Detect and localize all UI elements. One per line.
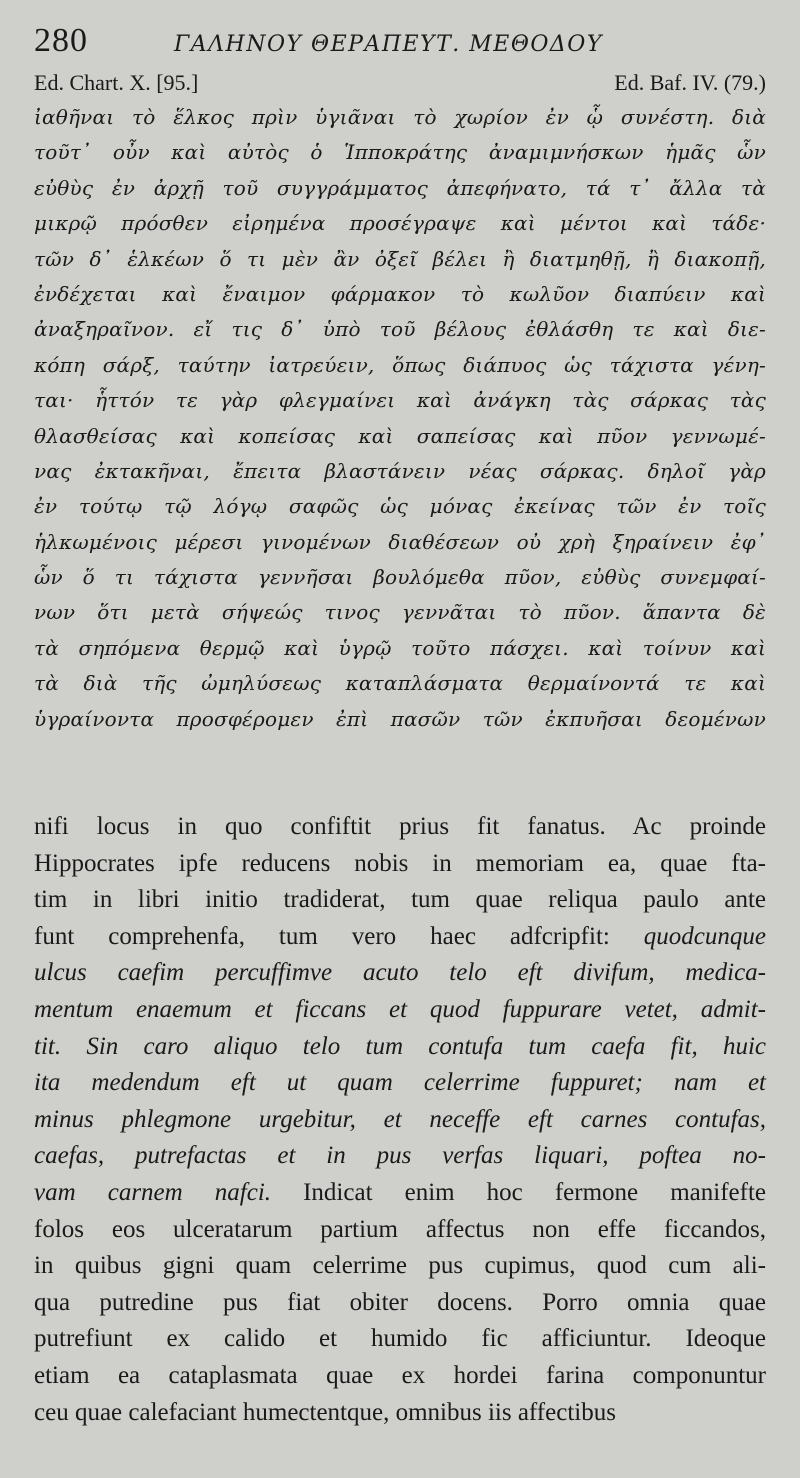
greek-line: ἰαθῆναι τὸ ἕλκος πρὶν ὑγιᾶναι τὸ χωρίον ἐν ᾧ συνέστη. διὰ — [34, 105, 766, 129]
latin-line: qua putredine pus fiat obiter docens. Porro omnia quae — [34, 1288, 766, 1316]
latin-line: caefas, putrefactas et in pus verfas liquari, poftea no- — [34, 1142, 766, 1170]
latin-line: minus phlegmone urgebitur, et neceffe eft carnes contufas, — [34, 1105, 766, 1133]
running-head — [34, 22, 766, 66]
greek-line: ἐνδέχεται καὶ ἔναιμον φάρμακον τὸ κωλῦον διαπύειν καὶ — [34, 281, 766, 306]
latin-line: nifi locus in quo confiftit prius fit fanatus. Ac proinde — [34, 813, 766, 841]
greek-line: τοῦτ᾽ οὖν καὶ αὐτὸς ὁ Ἱπποκράτης ἀναμιμνήσκων ἡμᾶς ὧν — [34, 140, 766, 165]
page-number: 280 — [34, 22, 88, 59]
latin-line: etiam ea cataplasmata quae ex hordei farina componuntur — [34, 1361, 766, 1389]
latin-line — [34, 919, 766, 956]
greek-line: μικρῷ πρόσθεν εἰρημένα προσέγραψε καὶ μέντοι καὶ τάδε· — [34, 211, 766, 236]
greek-line: τῶν δ᾽ ἑλκέων ὅ τι μὲν ἂν ὀξεῖ βέλει ἢ διατμηθῇ, ἢ διακοπῇ, — [34, 246, 766, 271]
latin-line: tit. Sin caro aliquo telo tum contufa tum caefa fit, huic — [34, 1032, 766, 1060]
greek-line: τὰ διὰ τῆς ὠμηλύσεως καταπλάσματα θερμαίνοντά τε καὶ — [34, 671, 766, 696]
latin-line: in quibus gigni quam celerrime pus cupimus, quod cum ali- — [34, 1252, 766, 1280]
latin-segment: Indicat enim hoc fermone manifefte — [271, 1178, 766, 1206]
edition-right: Ed. Baf. IV. (79.) — [614, 70, 766, 95]
greek-line: νας ἐκτακῆναι, ἔπειτα βλαστάνειν νέας σάρκας. δηλοῖ γὰρ — [34, 458, 766, 483]
latin-line: Hippocrates ipfe reducens nobis in memoriam ea, quae fta- — [34, 849, 766, 877]
latin-line — [34, 1175, 766, 1212]
greek-line: τὰ σηπόμενα θερμῷ καὶ ὑγρῷ τοῦτο πάσχει. καὶ τοίνυν καὶ — [34, 635, 766, 660]
latin-segment: vam carnem nafci. — [34, 1178, 272, 1206]
greek-line: ὧν ὅ τι τάχιστα γεννῆσαι βουλόμεθα πῦον, εὐθὺς συνεμφαί- — [34, 565, 766, 590]
greek-line: ἡλκωμένοις μέρεσι γινομένων διαθέσεων οὐ χρὴ ξηραίνειν ἐφ᾽ — [34, 529, 766, 554]
latin-line: ceu quae calefaciant humectentque, omnibus iis affectibus — [34, 1398, 616, 1426]
greek-line: εὐθὺς ἐν ἀρχῇ τοῦ συγγράμματος ἀπεφήνατο, τά τ᾽ ἄλλα τὰ — [34, 175, 766, 200]
greek-line: ἀναξηραῖνον. εἴ τις δ᾽ ὑπὸ τοῦ βέλους ἐθλάσθη τε καὶ διε- — [34, 317, 766, 342]
latin-line: ulcus caefim percuffimve acuto telo eft divifum, medica- — [34, 959, 766, 987]
latin-line: tim in libri initio tradiderat, tum quae reliqua paulo ante — [34, 886, 766, 914]
greek-line: κόπη σάρξ, ταύτην ἰατρεύειν, ὅπως διάπυος ὡς τάχιστα γένη- — [34, 352, 766, 377]
greek-line: θλασθείσας καὶ κοπείσας καὶ σαπείσας καὶ πῦον γεννωμέ- — [34, 423, 766, 448]
block-separator — [34, 737, 766, 809]
latin-line: mentum enaemum et ficcans et quod fuppurare vetet, admit- — [34, 996, 766, 1023]
latin-line: ita medendum eft ut quam celerrime fuppuret; nam et — [34, 1069, 766, 1097]
greek-line: νων ὅτι μετὰ σήψεώς τινος γεννᾶται τὸ πῦον. ἅπαντα δὲ — [34, 600, 766, 625]
latin-text-block — [34, 809, 766, 1431]
edition-left: Ed. Chart. X. [95.] — [34, 70, 199, 95]
latin-segment: funt comprehenfa, tum vero haec adfcripfit: — [34, 922, 644, 950]
edition-references — [34, 70, 766, 100]
running-title: ΓΑΛΗΝΟΥ ΘΕΡΑΠΕΥΤ. ΜΕΘΟΔΟΥ — [174, 32, 603, 57]
latin-segment: quodcunque — [643, 922, 766, 950]
latin-line: folos eos ulceratarum partium affectus non effe ficcandos, — [34, 1215, 766, 1243]
greek-line: ὑγραίνοντα προσφέρομεν ἐπὶ πασῶν τῶν ἐκπυῆσαι δεομένων — [34, 706, 766, 731]
greek-text-block — [34, 100, 766, 737]
greek-line: ται· ἧττόν τε γὰρ φλεγμαίνει καὶ ἀνάγκη τὰς σάρκας τὰς — [34, 388, 766, 413]
latin-line: putrefiunt ex calido et humido fic afficiuntur. Ideoque — [34, 1325, 766, 1353]
greek-line: ἐν τούτῳ τῷ λόγῳ σαφῶς ὡς μόνας ἐκείνας τῶν ἐν τοῖς — [34, 494, 766, 519]
